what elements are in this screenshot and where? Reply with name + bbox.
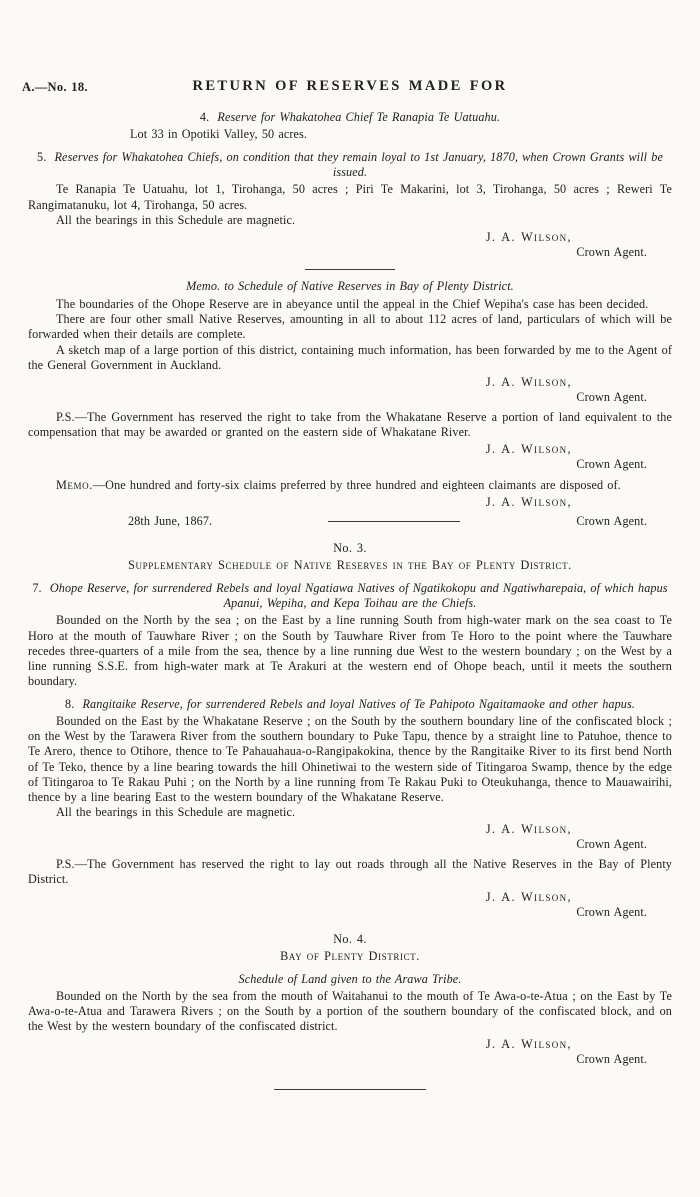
memo-paragraph: The boundaries of the Ohope Reserve are in abeyance until the appeal in the Chief Wepiha's case has been decided. [56,297,649,312]
signature-role: Crown Agent. [576,1051,647,1066]
signature-name: J. A. Wilson, [485,374,572,389]
signature-name: J. A. Wilson, [485,442,572,457]
no4-subtitle [28,972,672,987]
signature-role: Crown Agent. [576,904,647,919]
item4-body: Lot 33 in Opotiki Valley, 50 acres. [130,127,308,142]
claims-memo-paragraph [28,478,672,493]
no3-bearings-note: All the bearings in this Schedule are magnetic. [56,804,296,819]
section-divider [305,269,395,270]
no3-subtitle: Supplementary Schedule of Native Reserves in the Bay of Plenty District. [128,558,572,573]
memo-paragraph: A sketch map of a large portion of this district, containing much information, has been forwarded by me to the Agent of the General Government in Auckland. [28,342,672,372]
document-date: 28th June, 1867. [128,513,213,528]
signature-block [28,495,672,510]
signature-role: Crown Agent. [576,244,647,259]
item7-body: Bounded on the North by the sea ; on the East by a line running South from high-water mark on the sea coast to Te Horo at the mouth of Tauwhare River ; on the South by Tauwhare River from Te Horo to the point where the Tauwhare recedes three-quarters of a mile from the sea, thence by a line running due West to the western boundary ; on the West by a line running S.S.E. from high-water mark at Te Arakuri at the western end of Ohope beach, until it meets the southern boundary. [28,613,672,688]
section-divider [328,521,460,522]
signature-block [28,375,672,405]
section-number-no4: No. 4. [333,931,367,946]
signature-role: Crown Agent. [576,513,647,528]
item4-title: Reserve for Whakatohea Chief Te Ranapia Te Uatuahu. [217,109,501,124]
date-signature-row [28,514,672,529]
signature-name: J. A. Wilson, [485,822,572,837]
signature-name: J. A. Wilson, [485,229,572,244]
signature-name: J. A. Wilson, [485,494,572,509]
item8-number: 8. [65,697,75,712]
postscript-paragraph: P.S.—The Government has reserved the right to take from the Whakatane Reserve a portion of land equivalent to the compensation that may be awarded or granted on the eastern side of Whakatane River. [28,410,672,440]
item8-heading [28,697,672,712]
item5-paragraph: Te Ranapia Te Uatuahu, lot 1, Tirohanga, 50 acres ; Piri Te Makarini, lot 3, Tirohanga, 50 acres ; Reweri Te Rangimatanuku, lot 4, Tirohanga, 50 acres. [28,182,672,212]
signature-block [28,1037,672,1067]
signature-block [28,442,672,472]
signature-block [28,890,672,920]
doc-reference: A.—No. 18. [22,80,88,94]
page-title: RETURN OF RESERVES MADE FOR [192,78,508,94]
no4-subtitle-text: Schedule of Land given to the Arawa Tribe. [238,972,462,987]
item5-title: Reserves for Whakatohea Chiefs, on condition that they remain loyal to 1st January, 1870, when Crown Grants will be issued. [54,150,663,180]
signature-role: Crown Agent. [576,837,647,852]
no4-district-heading: Bay of Plenty District. [280,948,420,963]
signature-block [28,230,672,260]
signature-name: J. A. Wilson, [485,1036,572,1051]
no4-body: Bounded on the North by the sea from the mouth of Waitahanui to the mouth of Te Awa-o-te-Atua ; on the East by Te Awa-o-te-Atua and Tarawera Rivers ; on the South by a portion of the southern boundary of the confiscated block, and on the West by the western boundary of the confiscated district. [28,989,672,1034]
signature-role: Crown Agent. [576,389,647,404]
signature-name: J. A. Wilson, [485,889,572,904]
item5-heading [28,150,672,180]
item7-heading [28,581,672,611]
item4-number: 4. [199,109,210,124]
memo-label: Memo. [56,477,93,492]
page-header [28,78,672,96]
memo-heading: Memo. to Schedule of Native Reserves in Bay of Plenty District. [186,279,514,294]
postscript-paragraph: P.S.—The Government has reserved the right to lay out roads through all the Native Reserves in the Bay of Plenty District. [28,857,672,887]
signature-block [28,822,672,852]
item5-bearings-note: All the bearings in this Schedule are magnetic. [56,212,296,227]
claims-memo-text: —One hundred and forty-six claims preferred by three hundred and eighteen claimants are disposed of. [92,477,621,492]
memo-paragraph: There are four other small Native Reserves, amounting in all to about 112 acres of land, particulars of which will be forwarded when their details are complete. [28,312,672,342]
end-divider [274,1089,426,1090]
item7-number: 7. [32,581,42,596]
signature-role: Crown Agent. [576,457,647,472]
item7-title: Ohope Reserve, for surrendered Rebels and loyal Ngatiawa Natives of Ngatikokopu and Ngatiwharepaia, of which hapus Apanui, Wepiha, and Kepa Toihau are the Chiefs. [49,581,668,611]
item8-body: Bounded on the East by the Whakatane Reserve ; on the South by the southern boundary line of the confiscated block ; on the West by the Tarawera River from the southern boundary to Puke Tapu, thence by a straight line to Patuhoe, thence to Te Arero, thence to Otihore, thence to Te Pahauahaua-o-Rangipakokina, thence by the Rangitaike River to its first bend North of Te Teko, thence by a line bearing towards the hill Ohinetiwai to the western side of Titingaroa Swamp, thence by the edge of Titingaroa to Te Rakau Puhi ; on the North by a line running from Te Rakau Puki to Oteukuhanga, thence to Mauawairihi, thence by a line bearing East to the western boundary of the Whakatane Reserve. [28,714,672,804]
item8-title: Rangitaike Reserve, for surrendered Rebels and loyal Natives of Te Pahipoto Ngaitamaoke and other hapus. [82,697,635,712]
item4-heading [28,110,672,125]
section-number-no3: No. 3. [333,540,367,555]
item5-number: 5. [37,150,47,165]
